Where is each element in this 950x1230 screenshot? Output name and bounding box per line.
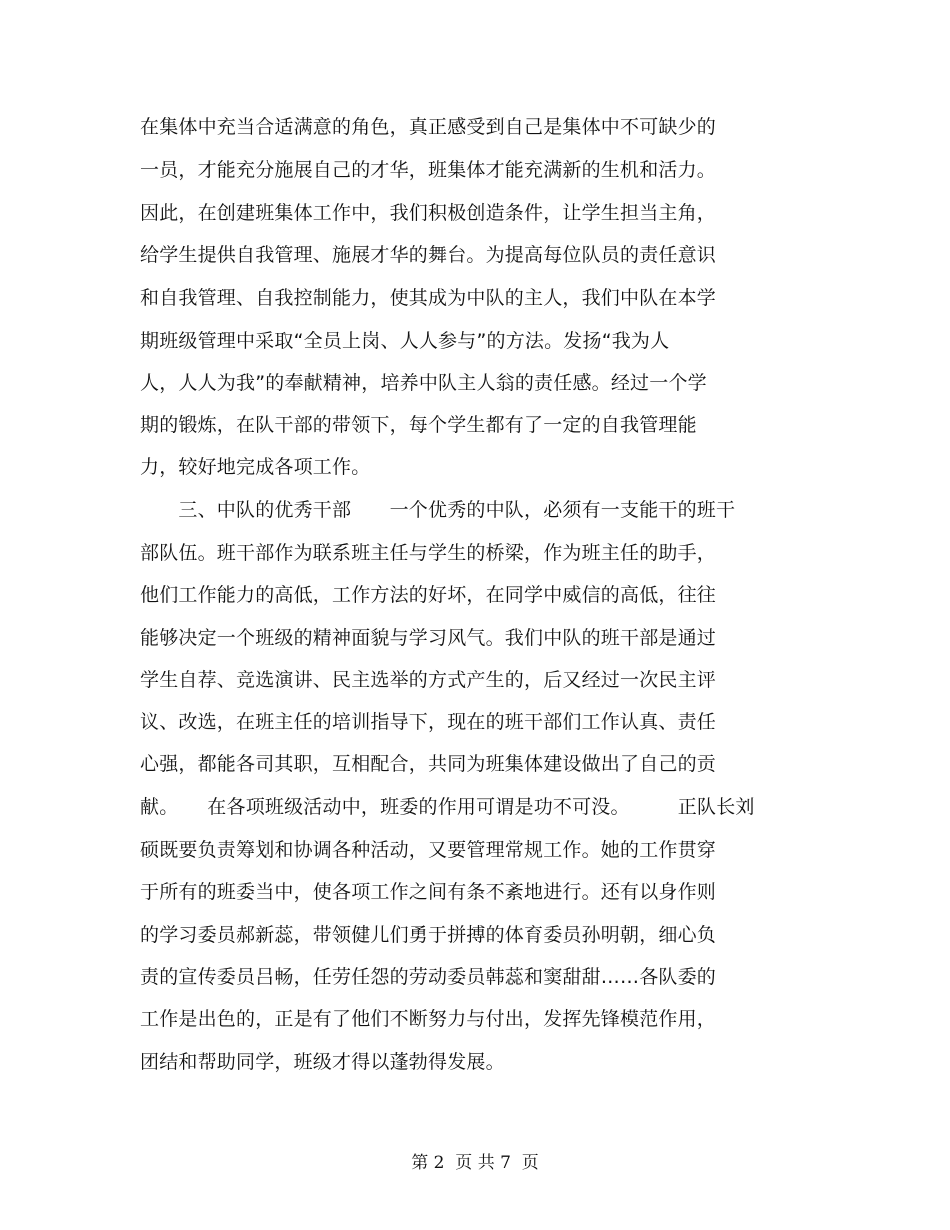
text-line: 他们工作能力的高低，工作方法的好坏，在同学中威信的高低，往往 [140,584,717,606]
page-number-footer: 第 2 页 共 7 页 [411,1153,539,1173]
text-line: 和自我管理、自我控制能力，使其成为中队的主人，我们中队在本学 [140,287,717,309]
text-line: 责的宣传委员吕畅，任劳任怨的劳动委员韩蕊和窦甜甜……各队委的 [140,966,717,988]
text-line: 因此，在创建班集体工作中，我们积极创造条件，让学生担当主角， [140,202,717,224]
text-line: 心强，都能各司其职，互相配合，共同为班集体建设做出了自己的贡 [140,753,717,775]
text-line: 能够决定一个班级的精神面貌与学习风气。我们中队的班干部是通过 [140,627,717,649]
text-line: 献。 在各项班级活动中，班委的作用可谓是功不可没。 正队长刘 [140,796,755,818]
text-line: 于所有的班委当中，使各项工作之间有条不紊地进行。还有以身作则 [140,881,717,903]
text-line: 议、改选，在班主任的培训指导下，现在的班干部们工作认真、责任 [140,711,717,733]
text-line: 人，人人为我”的奉献精神，培养中队主人翁的责任感。经过一个学 [140,372,707,394]
text-line: 硕既要负责筹划和协调各种活动，又要管理常规工作。她的工作贯穿 [140,839,717,861]
text-line: 在集体中充当合适满意的角色，真正感受到自己是集体中不可缺少的 [140,116,717,138]
text-line: 给学生提供自我管理、施展才华的舞台。为提高每位队员的责任意识 [140,244,717,266]
section-heading-line: 三、中队的优秀干部 一个优秀的中队，必须有一支能干的班干 [140,499,736,521]
text-line: 一员，才能充分施展自己的才华，班集体才能充满新的生机和活力。 [140,159,717,181]
text-line: 的学习委员郝新蕊，带领健儿们勇于拼搏的体育委员孙明朝，细心负 [140,924,717,946]
text-line: 部队伍。班干部作为联系班主任与学生的桥梁，作为班主任的助手， [140,542,717,564]
text-line: 期班级管理中采取“全员上岗、人人参与”的方法。发扬“我为人 [140,330,670,352]
text-line: 学生自荐、竞选演讲、民主选举的方式产生的，后又经过一次民主评 [140,669,717,691]
text-line: 团结和帮助同学，班级才得以蓬勃得发展。 [140,1051,505,1073]
text-line: 力，较好地完成各项工作。 [140,456,371,478]
text-line: 期的锻炼，在队干部的带领下，每个学生都有了一定的自我管理能 [140,414,697,436]
text-line: 工作是出色的，正是有了他们不断努力与付出，发挥先锋模范作用， [140,1008,717,1030]
